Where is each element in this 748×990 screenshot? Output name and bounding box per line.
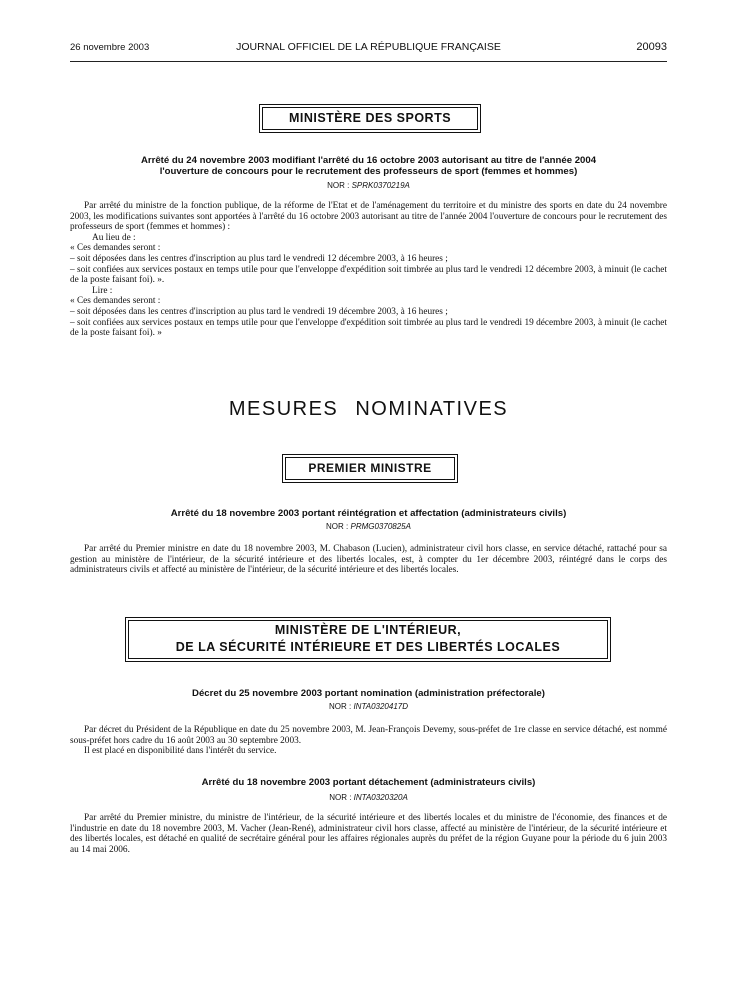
ministry-heading-interieur-2: DE LA SÉCURITÉ INTÉRIEURE ET DES LIBERTÉS LOCALES <box>175 640 561 654</box>
header-rule <box>70 61 667 62</box>
ministry-box-sports <box>262 107 478 130</box>
decret-paragraph-2: Il est placé en disponibilité dans l'intérêt du service. <box>84 746 277 757</box>
sports-au-lieu: Au lieu de : <box>92 232 136 243</box>
sports-nor-code: SPRK0370219A <box>351 181 410 190</box>
ministry-box-interieur <box>128 620 608 659</box>
running-header <box>70 40 667 56</box>
sports-title-line-2: l'ouverture de concours pour le recrutement des professeurs de sport (femmes et hommes) <box>159 166 578 177</box>
sports-body <box>70 201 667 339</box>
sports-intro: Par arrêté du ministre de la fonction publique, de la réforme de l'Etat et de l'aménagement du territoire et du ministre des sports en date du 24 novembre 2003, les modifications suivantes sont apportées à l'arrêté du 16 octobre 2003 autorisant au titre de l'année 2004 l'ouverture de concours pour le recrutement des professeurs de sport (femmes et hommes) : <box>70 201 667 233</box>
sports-item-2b: – soit confiées aux services postaux en temps utile pour que l'enveloppe d'expédition soit timbrée au plus tard le vendredi 19 décembre 2003, à minuit (le cachet de la poste faisant foi). » <box>70 317 667 339</box>
decret-nor-label: NOR : <box>328 702 354 711</box>
sports-title-line-1: Arrêté du 24 novembre 2003 modifiant l'arrêté du 16 octobre 2003 autorisant au titre de l'année 2004 <box>140 155 597 166</box>
decret-nor <box>70 702 667 711</box>
premier-paragraph: Par arrêté du Premier ministre en date du 18 novembre 2003, M. Chabason (Lucien), administrateur civil hors classe, en service détaché, rattaché pour sa gestion au ministère de l'intérieur, de la sécurité intérieure et des libertés locales, est, à compter du 1er décembre 2003, réintégré dans le corps des administrateurs civils et affecté au ministère de l'intérieur, de la sécurité intérieure et des libertés locales. <box>70 544 667 576</box>
detachement-nor <box>70 793 667 802</box>
sports-nor-label: NOR : <box>327 181 352 190</box>
decret-body <box>70 725 667 757</box>
ministry-heading-sports: MINISTÈRE DES SPORTS <box>288 111 452 125</box>
sports-item-1b: – soit confiées aux services postaux en temps utile pour que l'enveloppe d'expédition soit timbrée au plus tard le vendredi 12 décembre 2003, à minuit (le cachet de la poste faisant foi). ». <box>70 264 667 286</box>
sports-lire: Lire : <box>92 285 113 296</box>
header-page-number: 20093 <box>636 41 667 53</box>
detachement-title: Arrêté du 18 novembre 2003 portant détachement (administrateurs civils) <box>201 777 536 788</box>
decret-nor-code: INTA0320417D <box>353 702 408 711</box>
premier-arrete-title: Arrêté du 18 novembre 2003 portant réintégration et affectation (administrateurs civils) <box>170 508 567 519</box>
detachement-nor-label: NOR : <box>329 793 354 802</box>
detachement-nor-code: INTA0320320A <box>353 793 408 802</box>
sports-item-1a: – soit déposées dans les centres d'inscription au plus tard le vendredi 12 décembre 2003, à 16 heures ; <box>70 253 448 264</box>
premier-nor-label: NOR : <box>326 522 351 531</box>
ministry-heading-premier: PREMIER MINISTRE <box>308 461 432 475</box>
detachement-body <box>70 813 667 855</box>
premier-nor-code: PRMG0370825A <box>350 522 411 531</box>
sports-demandes-2: « Ces demandes seront : <box>70 296 161 307</box>
decret-paragraph-1: Par décret du Président de la République en date du 25 novembre 2003, M. Jean-François Devemy, sous-préfet de 1re classe en service détaché, est nommé sous-préfet hors cadre du 16 août 2003 au 30 septembre 2003. <box>70 725 667 746</box>
decret-title: Décret du 25 novembre 2003 portant nomination (administration préfectorale) <box>192 688 545 699</box>
header-journal-title: JOURNAL OFFICIEL DE LA RÉPUBLIQUE FRANÇAISE <box>236 41 501 53</box>
mesures-nominatives-heading: MESURES NOMINATIVES <box>228 398 509 420</box>
ministry-heading-interieur-1: MINISTÈRE DE L'INTÉRIEUR, <box>274 623 462 637</box>
sports-demandes-1: « Ces demandes seront : <box>70 243 161 254</box>
premier-nor <box>70 522 667 531</box>
sports-nor <box>70 181 667 190</box>
sports-arrete-title <box>70 155 667 177</box>
sports-item-2a: – soit déposées dans les centres d'inscription au plus tard le vendredi 19 décembre 2003, à 16 heures ; <box>70 306 448 317</box>
ministry-box-premier <box>285 457 455 480</box>
header-date: 26 novembre 2003 <box>70 42 150 53</box>
premier-body <box>70 544 667 576</box>
detachement-paragraph: Par arrêté du Premier ministre, du ministre de l'intérieur, de la sécurité intérieure et des libertés locales et du ministre de l'économie, des finances et de l'industrie en date du 18 novembre 2003, M. Vacher (Jean-René), administrateur civil hors classe, affecté au ministère de l'intérieur, de la sécurité intérieure et des libertés locales, est détaché en qualité de secrétaire général pour les affaires régionales auprès du préfet de la région Guyane pour la période du 6 juin 2003 au 14 mai 2006. <box>70 813 667 855</box>
